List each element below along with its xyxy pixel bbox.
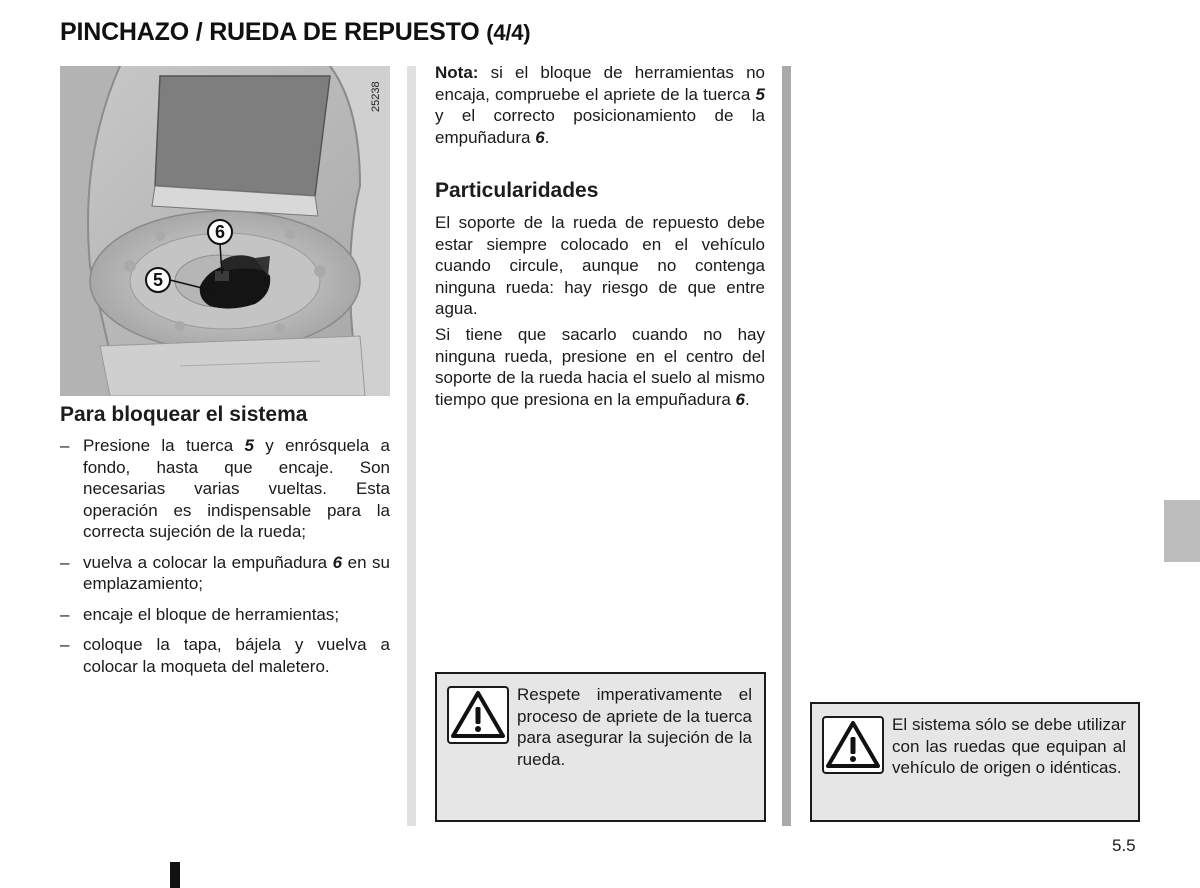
reference-number: 5 [244, 436, 254, 455]
warning-triangle-icon [822, 716, 884, 774]
list-item [60, 634, 390, 677]
page-title-suffix: (4/4) [486, 20, 531, 45]
reference-number: 6 [332, 552, 343, 572]
paragraph-text: Si tiene que sacarlo cuando no hay ninguna rueda, presione en el centro del soporte de la rueda hacia el suelo al mismo tiempo que presiona en la empuñadura [435, 325, 765, 409]
list-dash: – [60, 604, 70, 624]
nota-paragraph [435, 62, 765, 148]
page-number: 5.5 [1112, 836, 1136, 855]
list-text: coloque la tapa, bájela y vuelva a colocar la moqueta del maletero. [83, 635, 390, 676]
reference-number: 6 [735, 389, 746, 409]
warning-text: El sistema sólo se debe utilizar con las ruedas que equipan al vehículo de origen o idénticas. [892, 715, 1126, 777]
list-item [60, 552, 390, 595]
chapter-tab [1164, 500, 1200, 562]
trunk-illustration [60, 66, 390, 396]
callout-5: 5 [152, 270, 164, 290]
paragraph-text: . [745, 389, 750, 409]
warning-box-apriete [435, 672, 766, 822]
list-text: en su emplazamiento; [83, 552, 391, 593]
nota-text: . [544, 127, 550, 147]
list-text: y enrósquela a fondo, hasta que encaje. Son necesarias varias vueltas. Esta operación es indispensable para la correcta sujeción de la rueda; [83, 436, 390, 541]
list-dash: – [60, 635, 70, 654]
warning-triangle-icon [447, 686, 509, 744]
list-text: Presione la tuerca [83, 436, 245, 455]
heading-particularidades: Particularidades [435, 179, 599, 202]
nota-label: Nota: [435, 63, 479, 82]
list-dash: – [60, 436, 70, 455]
reference-number: 6 [535, 127, 545, 147]
nota-text: si el bloque de herramientas no encaja, compruebe el apriete de la tuerca [435, 63, 765, 104]
list-item [60, 435, 390, 543]
page-title [60, 18, 530, 47]
warning-text: Respete imperativamente el proceso de apriete de la tuerca para asegurar la sujeción de la rueda. [517, 685, 752, 769]
list-text: vuelva a colocar la empuñadura [83, 552, 333, 572]
callout-6: 6 [214, 222, 226, 242]
paragraph-sacarlo [435, 324, 765, 410]
list-text: encaje el bloque de herramientas; [83, 604, 340, 624]
trunk-drawing [60, 66, 390, 396]
figure-reference-number: 25238 [370, 81, 382, 112]
reference-number: 5 [755, 84, 765, 104]
paragraph-soporte: El soporte de la rueda de repuesto debe estar siempre colocado en el vehículo cuando circule, aunque no contenga ninguna rueda: hay riesgo de que entre agua. [435, 213, 765, 318]
list-item [60, 604, 390, 626]
nota-text: y el correcto posicionamiento de la empuñadura [435, 106, 765, 147]
list-dash: – [60, 552, 70, 572]
instructions-list [60, 435, 390, 686]
page-title-text: PINCHAZO / RUEDA DE REPUESTO [60, 18, 480, 46]
heading-para-bloquear: Para bloquear el sistema [60, 403, 308, 426]
column-separator-left [407, 66, 416, 826]
column-separator-right [782, 66, 791, 826]
warning-box-sistema [810, 702, 1140, 822]
crop-mark [170, 862, 180, 888]
